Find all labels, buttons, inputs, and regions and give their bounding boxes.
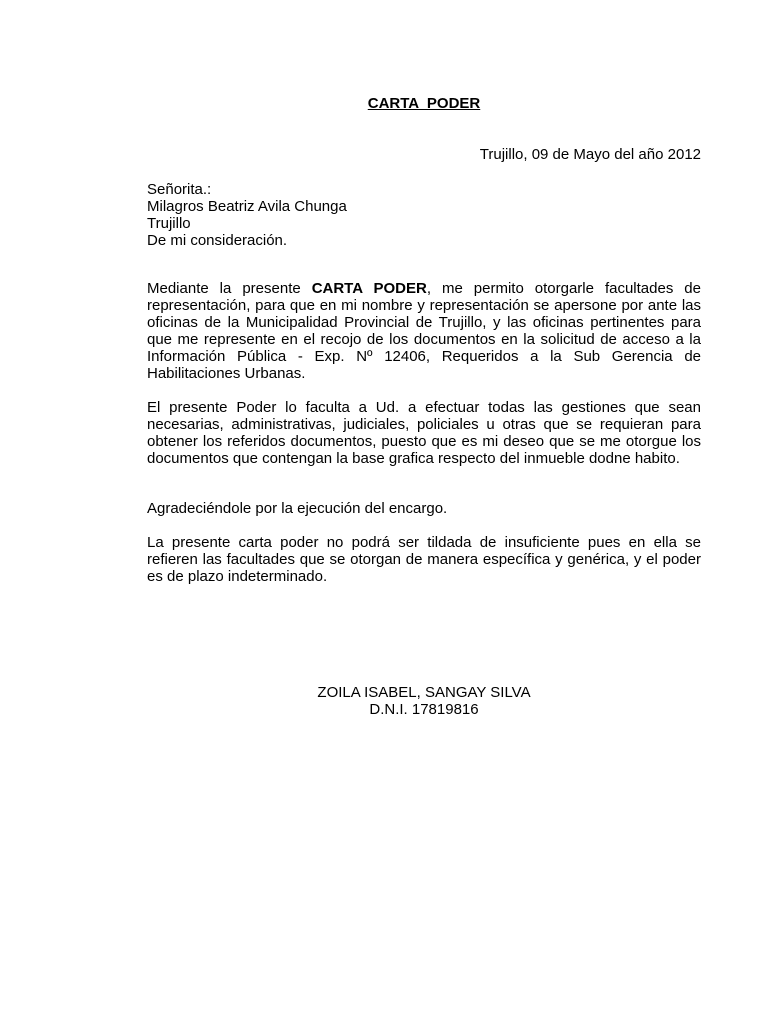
recipient-city: Trujillo [147,215,191,232]
recipient-block [147,181,347,249]
paragraph-1-intro: Mediante la presente [147,280,312,297]
paragraph-2: El presente Poder lo faculta a Ud. a efectuar todas las gestiones que sean necesarias, administrativas, judiciales, policiales u otras que se requieran para obtener los referidos documentos, puesto que es mi deseo que se me otorgue los documentos que contengan la base grafica respecto del inmueble dodne habito. [147,399,701,467]
signature-name: ZOILA ISABEL, SANGAY SILVA [317,684,531,701]
signature-dni: D.N.I. 17819816 [369,701,479,718]
paragraph-1-bold: CARTA PODER [311,280,427,297]
paragraph-3: Agradeciéndole por la ejecución del encargo. [147,500,448,517]
paragraph-1-rest: , me permito otorgarle facultades de representación, para que en mi nombre y representación se apersone por ante las oficinas de la Municipalidad Provincial de Trujillo, y las oficinas pertinentes para que me represente en el recojo de los documentos en la solicitud de acceso a la Información Pública - Exp. Nº 12406, Requeridos a la Sub Gerencia de Habilitaciones Urbanas. [147,280,701,382]
recipient-name: Milagros Beatriz Avila Chunga [147,198,347,215]
document-date: Trujillo, 09 de Mayo del año 2012 [479,146,701,163]
paragraph-4: La presente carta poder no podrá ser tildada de insuficiente pues en ella se refieren las facultades que se otorgan de manera específica y genérica, y el poder es de plazo indeterminado. [147,534,701,585]
paragraph-1 [147,280,701,382]
document-title: CARTA PODER [367,95,481,112]
recipient-greeting: De mi consideración. [147,232,288,249]
signature-block [0,684,768,718]
recipient-salutation: Señorita.: [147,181,212,198]
